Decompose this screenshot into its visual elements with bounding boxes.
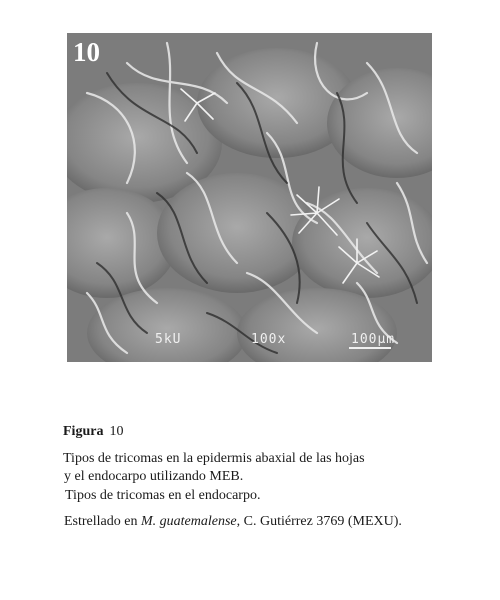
micrograph-texture xyxy=(67,33,432,362)
panel-number: 10 xyxy=(73,37,100,67)
caption-line-2: y el endocarpo utilizando MEB. xyxy=(64,469,244,484)
sem-voltage: 5kU xyxy=(155,332,182,347)
caption-line-4 xyxy=(63,513,443,531)
caption-line-4-suffix: , C. Gutiérrez 3769 (MEXU). xyxy=(236,514,402,529)
sem-scale-bar xyxy=(67,330,432,350)
caption-number: 10 xyxy=(109,424,124,439)
caption-label-row xyxy=(63,423,443,441)
caption-line-1: Tipos de tricomas en la epidermis abaxial de las hojas xyxy=(63,451,365,466)
figure-caption xyxy=(63,423,443,531)
sem-scale-length: 100µm xyxy=(351,332,396,347)
sem-micrograph xyxy=(67,33,432,362)
sem-magnification: 100x xyxy=(251,332,287,347)
caption-line-4-prefix: Estrellado en xyxy=(64,514,141,529)
caption-line-3: Tipos de tricomas en el endocarpo. xyxy=(65,488,261,503)
scale-line xyxy=(349,347,391,349)
species-name: M. guatemalense xyxy=(140,514,237,529)
caption-label: Figura xyxy=(63,424,104,439)
